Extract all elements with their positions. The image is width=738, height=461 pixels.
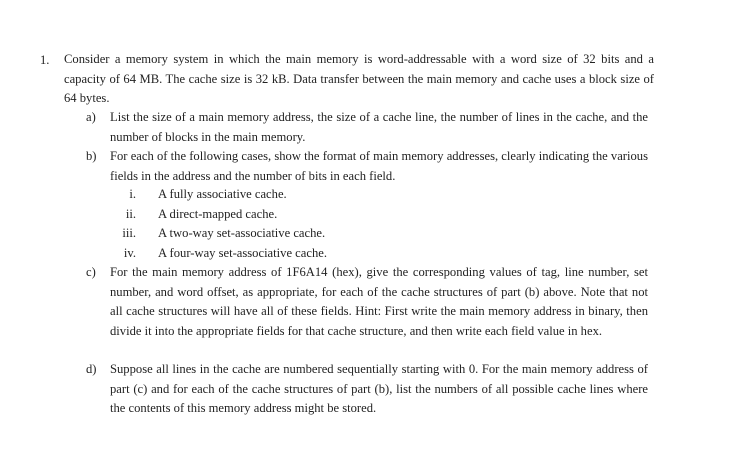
subpart-ii-text: A direct-mapped cache. [158,206,278,221]
part-a-label: a) [86,110,96,124]
part-d-text: Suppose all lines in the cache are numbered sequentially starting with 0. For the main memory address of part (c) and for each of the cache structures of part (b), list the numbers of all possible cache lines where the contents of this memory address might be stored. [110,362,648,415]
part-b-label: b) [86,149,97,163]
subpart-ii [108,205,508,225]
subpart-iv [108,244,508,264]
part-c-label: c) [86,265,96,279]
subpart-i [108,185,508,205]
subpart-i-text: A fully associative cache. [158,187,287,201]
question-stem: Consider a memory system in which the main memory is word-addressable with a word size of 32 bits and a capacity of 64 MB. The cache size is 32 kB. Data transfer between the main memory and cache uses a block size of 64 bytes. [64,52,654,105]
subpart-iv-label: iv. [123,245,136,260]
subpart-iii-label: iii. [122,226,136,240]
subpart-i-label: i. [129,187,136,201]
part-c-text: For the main memory address of 1F6A14 (hex), give the corresponding values of tag, line number, set number, and word offset, as appropriate, for each of the cache structures of part (b) above. Note that not all cache structures will have all of these fields. Hint: First write the main memory address in binary, then divide it into the appropriate fields for that cache structure, and then write each field value in hex. [110,265,648,338]
part-a-text: List the size of a main memory address, the size of a cache line, the number of lines in the cache, and the number of blocks in the main memory. [110,110,648,144]
subpart-iv-text: A four-way set-associative cache. [158,245,327,260]
part-d-label: d) [86,362,97,376]
part-b-text: For each of the following cases, show the format of main memory addresses, clearly indicating the various fields in the address and the number of bits in each field. [110,149,648,183]
question-number: 1. [40,53,50,67]
subpart-iii-text: A two-way set-associative cache. [158,226,326,240]
subpart-ii-label: ii. [125,206,136,221]
subpart-iii [108,224,508,244]
